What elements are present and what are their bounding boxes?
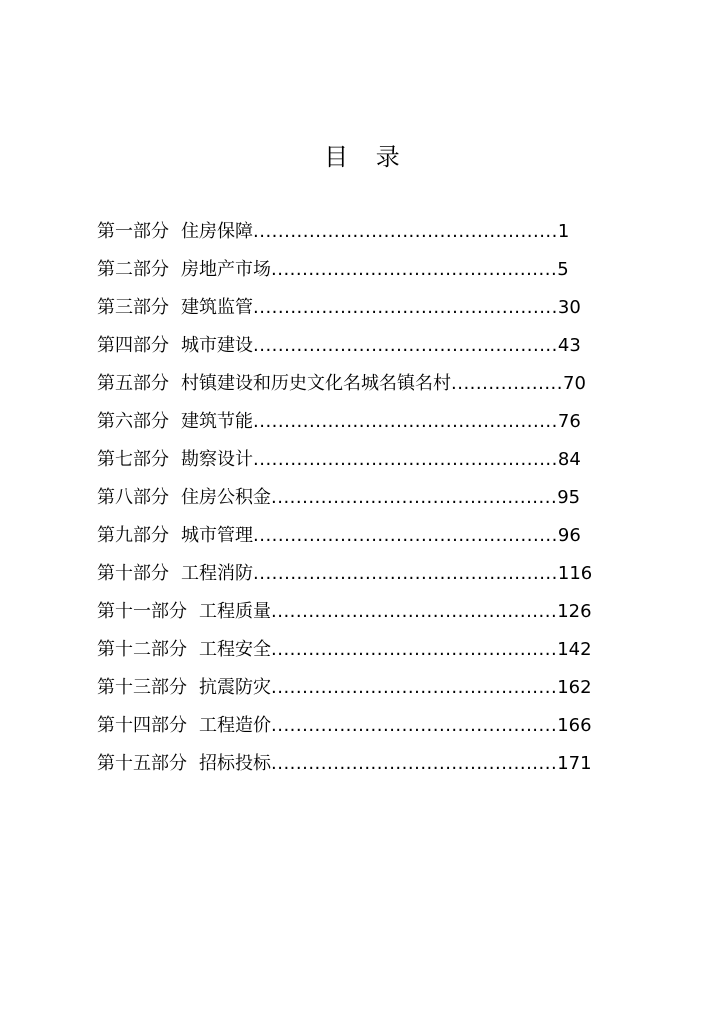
toc-entry[interactable]: [97, 289, 592, 327]
toc-entry-part: 第五部分: [97, 373, 169, 394]
toc-entry-leader: .................................................: [253, 335, 558, 356]
toc-entry[interactable]: [97, 517, 592, 555]
toc-entry-leader: .................................................: [253, 449, 558, 470]
toc-entry-page-number: 70: [563, 373, 586, 394]
toc-entry-topic: 工程造价: [199, 715, 271, 736]
toc-entry-leader: ..............................................: [271, 487, 558, 508]
toc-entry-leader: .................................................: [253, 221, 558, 242]
toc-entry-page-number: 142: [557, 639, 592, 660]
toc-entry-topic: 招标投标: [199, 753, 271, 774]
toc-entry-part: 第十三部分: [97, 677, 187, 698]
toc-entry-page-number: 96: [557, 525, 581, 546]
toc-entry-page-number: 84: [557, 449, 581, 470]
toc-entry[interactable]: [97, 707, 592, 745]
toc-entry-topic: 勘察设计: [181, 449, 253, 470]
toc-entry-topic: 抗震防灾: [199, 677, 271, 698]
toc-entry-page-number: 166: [557, 715, 592, 736]
toc-entry-part: 第十二部分: [97, 639, 187, 660]
toc-entry-page-number: 1: [557, 221, 570, 242]
toc-entry-leader: .................................................: [253, 563, 558, 584]
toc-entry-page-number: 76: [557, 411, 581, 432]
toc-entry-topic: 房地产市场: [181, 259, 271, 280]
toc-entry-topic: 工程消防: [181, 563, 253, 584]
toc-entry-leader: ..............................................: [271, 259, 558, 280]
toc-entry-part: 第十四部分: [97, 715, 187, 736]
toc-entry[interactable]: [97, 251, 592, 289]
toc-entry-topic: 建筑节能: [181, 411, 253, 432]
toc-entry[interactable]: [97, 479, 592, 517]
toc-entry[interactable]: [97, 745, 592, 783]
toc-entry-page-number: 126: [557, 601, 592, 622]
toc-entry-part: 第四部分: [97, 335, 169, 356]
toc-entry-leader: .................................................: [253, 411, 558, 432]
toc-entry-topic: 城市建设: [181, 335, 253, 356]
toc-entry-topic: 工程安全: [199, 639, 271, 660]
toc-entry[interactable]: [97, 631, 592, 669]
toc-entry[interactable]: [97, 441, 592, 479]
toc-entry[interactable]: [97, 213, 592, 251]
toc-entry[interactable]: [97, 555, 592, 593]
toc-entry-part: 第六部分: [97, 411, 169, 432]
toc-entry-leader: ..................: [451, 373, 563, 394]
toc-title: 目 录: [324, 143, 410, 171]
toc-entry-part: 第九部分: [97, 525, 169, 546]
toc-entry-part: 第十一部分: [97, 601, 187, 622]
toc-entry[interactable]: [97, 403, 592, 441]
toc-entry-topic: 住房保障: [181, 221, 253, 242]
toc-entry-page-number: 95: [557, 487, 581, 508]
toc-entry-leader: ..............................................: [271, 601, 558, 622]
toc-entry-leader: .................................................: [253, 297, 558, 318]
toc-entry-page-number: 162: [557, 677, 592, 698]
toc-entry-page-number: 116: [557, 563, 593, 584]
toc-entry-part: 第八部分: [97, 487, 169, 508]
toc-entry-topic: 工程质量: [199, 601, 271, 622]
toc-entry-topic: 住房公积金: [181, 487, 271, 508]
toc-entry-leader: ..............................................: [271, 753, 558, 774]
toc-entry-part: 第三部分: [97, 297, 169, 318]
toc-list: [97, 213, 592, 783]
toc-entry-part: 第七部分: [97, 449, 169, 470]
toc-entry[interactable]: [97, 365, 592, 403]
toc-entry-part: 第十五部分: [97, 753, 187, 774]
toc-entry-topic: 村镇建设和历史文化名城名镇名村: [181, 373, 451, 394]
toc-entry[interactable]: [97, 593, 592, 631]
toc-entry-part: 第十部分: [97, 563, 169, 584]
toc-entry-page-number: 171: [557, 753, 592, 774]
toc-entry-topic: 建筑监管: [181, 297, 253, 318]
toc-entry-leader: .................................................: [253, 525, 558, 546]
toc-entry-leader: ..............................................: [271, 639, 558, 660]
toc-entry[interactable]: [97, 669, 592, 707]
toc-entry-page-number: 43: [557, 335, 581, 356]
toc-entry-page-number: 5: [557, 259, 569, 280]
toc-entry-page-number: 30: [557, 297, 581, 318]
toc-entry-leader: ..............................................: [271, 677, 558, 698]
toc-entry-leader: ..............................................: [271, 715, 558, 736]
toc-entry[interactable]: [97, 327, 592, 365]
toc-entry-part: 第一部分: [97, 221, 169, 242]
toc-entry-part: 第二部分: [97, 259, 169, 280]
toc-entry-topic: 城市管理: [181, 525, 253, 546]
